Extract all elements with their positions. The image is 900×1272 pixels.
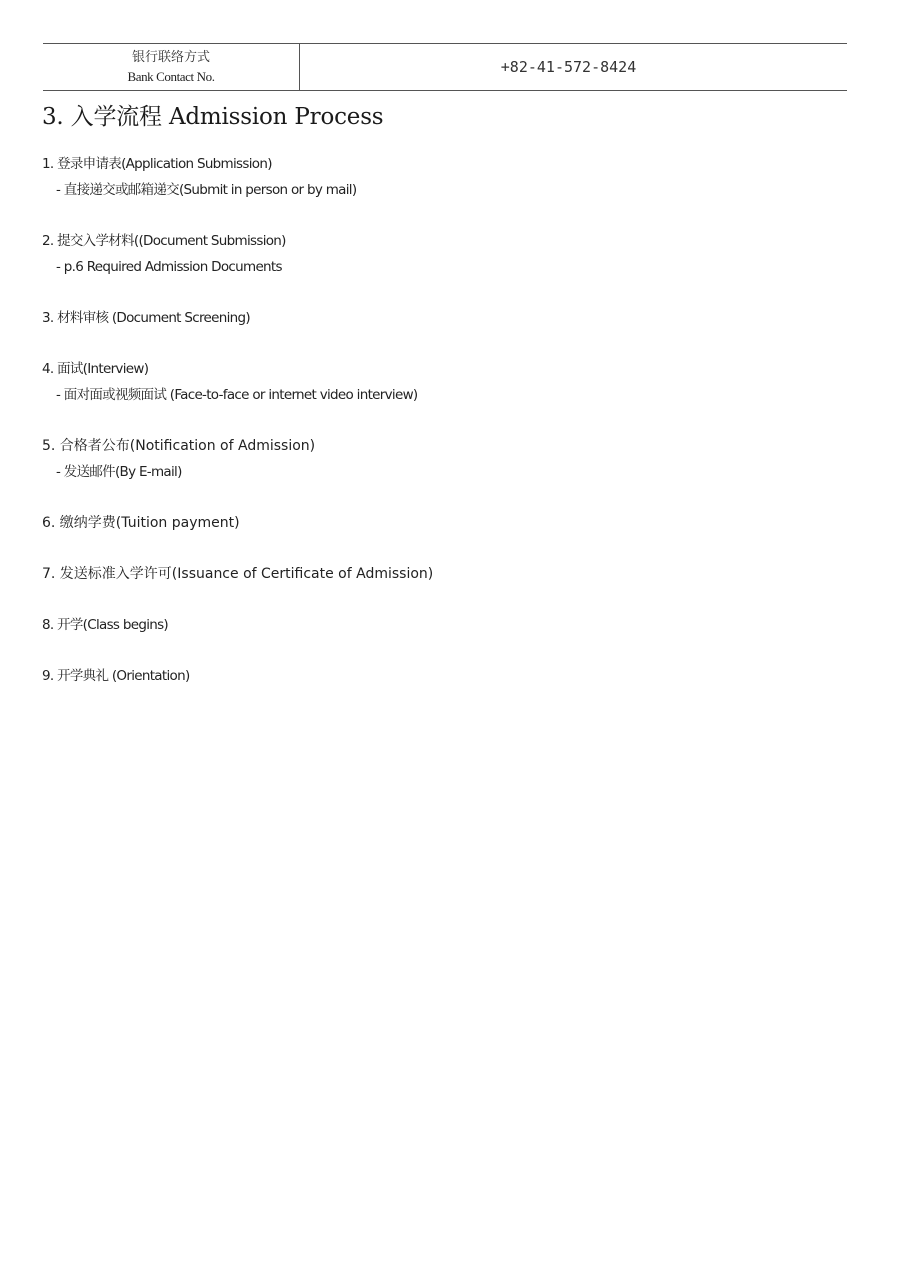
step-title: 2. 提交入学材料((Document Submission): [42, 233, 286, 249]
step-title: 5. 合格者公布(Notification of Admission): [42, 438, 316, 454]
step-title: 9. 开学典礼 (Orientation): [42, 668, 190, 684]
step-detail: - 直接递交或邮箱递交(Submit in person or by mail): [56, 182, 357, 198]
process-step-6: [42, 510, 802, 536]
section-title: 3. 入学流程 Admission Process: [42, 104, 384, 130]
process-step-4: [42, 356, 802, 408]
process-step-2: [42, 228, 802, 280]
bank-contact-label-cn: 银行联络方式: [131, 50, 210, 65]
admission-process-list: [42, 151, 802, 714]
step-title: 4. 面试(Interview): [42, 361, 149, 377]
process-step-8: [42, 612, 802, 638]
step-detail: - p.6 Required Admission Documents: [56, 259, 282, 275]
step-detail: - 面对面或视频面试 (Face-to-face or internet video interview): [56, 387, 418, 403]
bank-contact-label-en: Bank Contact No.: [127, 69, 215, 84]
bank-contact-table: [43, 43, 847, 91]
step-title: 8. 开学(Class begins): [42, 617, 168, 633]
process-step-5: [42, 433, 802, 485]
process-step-7: [42, 561, 802, 587]
bank-contact-number: +82-41-572-8424: [500, 58, 637, 76]
step-detail: - 发送邮件(By E-mail): [56, 464, 182, 480]
step-title: 7. 发送标准入学许可(Issuance of Certificate of Admission): [42, 566, 434, 582]
step-title: 3. 材料审核 (Document Screening): [42, 310, 250, 326]
process-step-1: [42, 151, 802, 203]
step-title: 1. 登录申请表(Application Submission): [42, 156, 272, 172]
bank-contact-label-cell: [43, 44, 300, 90]
process-step-9: [42, 663, 802, 689]
process-step-3: [42, 305, 802, 331]
step-title: 6. 缴纳学费(Tuition payment): [42, 515, 240, 531]
